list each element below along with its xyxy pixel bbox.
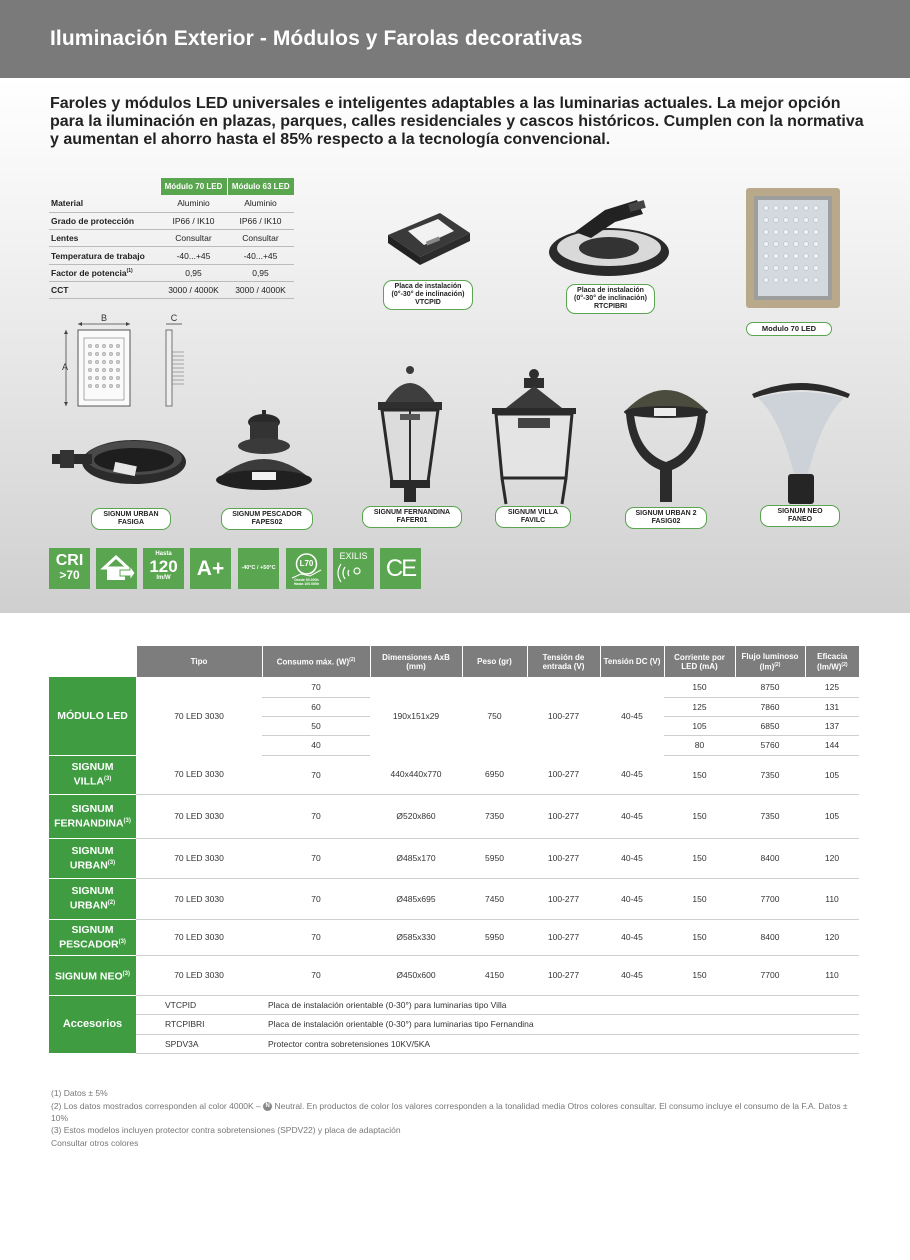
col-header-note: (2) (774, 661, 781, 668)
accessory-card-rtcpibri (566, 284, 655, 314)
spec-header-modulo-63: Módulo 63 LED (227, 178, 294, 195)
cri-badge (49, 548, 90, 589)
page-title: Iluminación Exterior - Módulos y Farolas decorativas (50, 27, 583, 50)
spec-value: IP66 / IK10 (160, 212, 227, 229)
vtcpid-plate-image (380, 205, 480, 275)
spec-label: CCT (51, 285, 69, 296)
product-card-signum-villa (495, 506, 571, 528)
spec-row (49, 264, 294, 281)
signum-pescador-image (210, 410, 315, 500)
cell-accessory-code: RTCPIBRI (136, 1014, 262, 1034)
cell-dimensiones: Ø485x170 (370, 838, 462, 878)
cell-corriente: 150 (664, 878, 735, 919)
cell-tipo: 70 LED 3030 (136, 755, 262, 794)
signum-fernandina-image (370, 364, 450, 504)
spec-label: Factor de potencia (51, 267, 127, 278)
col-header-note: (2) (349, 657, 356, 664)
ce-mark-badge: CE (380, 548, 421, 589)
spec-value: 3000 / 4000K (160, 281, 227, 298)
product-card-signum-urban-2 (625, 507, 707, 529)
cri-badge-label: CRI (55, 552, 84, 569)
group-label-line: SIGNUM (71, 885, 114, 898)
footnote-4: Consultar otros colores (51, 1137, 139, 1148)
col-header-eficacia (805, 646, 859, 677)
spec-corner (49, 178, 160, 195)
table-row (49, 878, 859, 919)
col-header-text: Corriente por LED (mA) (674, 652, 725, 671)
group-label-line: SIGNUM (71, 844, 114, 857)
table-row (49, 794, 859, 838)
spec-label: Material (51, 198, 84, 209)
group-label-line: URBAN (69, 859, 108, 872)
cell-flujo: 7700 (735, 955, 805, 995)
spec-value: 0,95 (227, 264, 294, 281)
dimension-a-label: A (62, 362, 69, 372)
group-label-signum-villa (49, 755, 136, 794)
spec-table (49, 178, 294, 299)
group-label-note: (3) (118, 938, 126, 945)
cell-tipo: 70 LED 3030 (136, 838, 262, 878)
product-card-name: SIGNUM NEO (777, 508, 823, 515)
exilis-badge (333, 548, 374, 589)
accessory-card-line: (0°-30° de inclinación) (391, 291, 465, 298)
spec-value: IP66 / IK10 (227, 212, 294, 229)
group-label-line: SIGNUM (71, 802, 114, 815)
cell-tension-entrada: 100-277 (527, 878, 600, 919)
col-header-consumo (262, 646, 370, 677)
table-row (49, 1014, 859, 1034)
cell-dimensiones: Ø585x330 (370, 919, 462, 955)
cell-dimensiones: 440x440x770 (370, 755, 462, 794)
cell-eficacia: 137 (805, 716, 859, 735)
product-data-table (49, 646, 859, 1054)
rtcpibri-plate-image (545, 192, 673, 284)
col-header-corriente (664, 646, 735, 677)
energy-class-badge: A+ (190, 548, 231, 589)
dimension-c-label: C (170, 313, 178, 323)
l70-line2: Hasta 100.000h (293, 582, 320, 586)
cell-corriente: 105 (664, 716, 735, 735)
col-header-peso (462, 646, 527, 677)
cell-corriente: 150 (664, 955, 735, 995)
cell-corriente: 150 (664, 919, 735, 955)
group-label-line: SIGNUM (71, 761, 114, 774)
cell-consumo: 70 (262, 919, 370, 955)
table-row (49, 995, 859, 1014)
temperature-range-badge: -40°C / +50°C (238, 548, 279, 589)
group-label-line: PESCADOR (59, 938, 119, 951)
product-card-signum-fernandina (362, 506, 462, 528)
spec-label-note: (1) (126, 268, 133, 274)
cell-eficacia: 144 (805, 735, 859, 755)
accessory-card-code: RTCPIBRI (593, 303, 628, 310)
cell-consumo: 40 (262, 735, 370, 755)
col-header-text: Eficacia (lm/W) (816, 651, 848, 672)
spec-row (49, 195, 294, 212)
col-header-text: Tensión de entrada (V) (542, 652, 585, 671)
product-card-signum-urban (91, 508, 171, 530)
cell-consumo: 60 (262, 697, 370, 716)
cell-eficacia: 120 (805, 838, 859, 878)
col-header-text: Dimensiones AxB (mm) (382, 652, 450, 671)
cell-accessory-desc: Placa de instalación orientable (0-30°) para luminarias tipo Fernandina (262, 1014, 859, 1034)
cell-consumo: 50 (262, 716, 370, 735)
cell-flujo: 6850 (735, 716, 805, 735)
product-card-name: SIGNUM URBAN (103, 511, 159, 518)
table-row (49, 755, 859, 794)
cell-accessory-code: VTCPID (136, 995, 262, 1014)
efficacy-badge-value: 120 (149, 557, 178, 576)
col-header-tipo (136, 646, 262, 677)
cell-tension-dc: 40-45 (600, 838, 664, 878)
footnote-1: (1) Datos ± 5% (51, 1088, 108, 1098)
group-label-line: SIGNUM NEO (54, 970, 123, 983)
spec-value: Aluminio (227, 195, 294, 212)
table-row (49, 919, 859, 955)
group-label-accesorios: Accesorios (49, 995, 136, 1053)
group-label-signum-fernandina (49, 794, 136, 838)
header-bar (0, 0, 910, 78)
product-card-name: SIGNUM URBAN 2 (635, 510, 697, 517)
cell-peso: 750 (487, 711, 502, 721)
col-header-text: Consumo máx. (W) (276, 657, 350, 667)
group-label-signum-pescador (49, 919, 136, 955)
col-header-tension-entrada (527, 646, 600, 677)
cell-flujo: 7700 (735, 878, 805, 919)
group-label-signum-urban (49, 838, 136, 878)
product-card-code: FASIG02 (651, 518, 681, 525)
cell-tension-entrada: 100-277 (527, 955, 600, 995)
product-card-code: FANEO (787, 516, 813, 523)
cell-tipo: 70 LED 3030 (136, 794, 262, 838)
col-header-text: Tensión DC (V) (603, 657, 661, 666)
group-label-signum-urban-2 (49, 878, 136, 919)
module-dimension-drawing (50, 312, 190, 410)
cell-eficacia: 105 (805, 794, 859, 838)
spec-label: Lentes (51, 233, 79, 244)
col-header-tension-dc (600, 646, 664, 677)
footnotes (51, 1087, 861, 1149)
neutral-color-icon: N (263, 1102, 272, 1111)
group-label-line: URBAN (69, 899, 108, 912)
group-label-line: FERNANDINA (54, 817, 124, 830)
cell-dimensiones: Ø520x860 (370, 794, 462, 838)
cell-flujo: 8400 (735, 919, 805, 955)
cell-consumo: 70 (262, 677, 370, 697)
product-card-code: FAVILC (520, 517, 546, 524)
cell-accessory-code: SPDV3A (136, 1034, 262, 1053)
footnote-2-end: Neutral. En productos de color los valores corresponden a la tonalidad media Otros colores consultar. El consumo incluye el consumo de la F.A. Datos ± 10% (51, 1100, 848, 1123)
spec-value: 0,95 (160, 264, 227, 281)
spec-value: -40...+45 (227, 247, 294, 264)
cell-tension-dc: 40-45 (600, 794, 664, 838)
cell-tension-entrada: 100-277 (527, 838, 600, 878)
cell-consumo: 70 (262, 878, 370, 919)
spec-value: 3000 / 4000K (227, 281, 294, 298)
group-label-note: (3) (122, 970, 130, 977)
signum-villa-image (486, 368, 582, 506)
cell-corriente: 150 (664, 755, 735, 794)
signum-urban-image (50, 420, 190, 500)
cell-accessory-desc: Placa de instalación orientable (0-30°) para luminarias tipo Villa (262, 995, 859, 1014)
cell-consumo: 70 (262, 838, 370, 878)
l70-label: L70 (299, 559, 314, 568)
cell-tension-dc: 40-45 (600, 919, 664, 955)
cell-peso: 4150 (462, 955, 527, 995)
dimension-b-label: B (100, 313, 108, 323)
cell-flujo: 7350 (735, 755, 805, 794)
cell-dimensiones: Ø450x600 (370, 955, 462, 995)
spec-header-modulo-70: Módulo 70 LED (160, 178, 227, 195)
cell-corriente: 125 (664, 697, 735, 716)
cell-tension-dc: 40-45 (600, 955, 664, 995)
cell-flujo: 5760 (735, 735, 805, 755)
spec-row (49, 230, 294, 247)
accessory-card-line: Placa de instalación (577, 287, 644, 294)
cell-eficacia: 120 (805, 919, 859, 955)
cell-eficacia: 110 (805, 878, 859, 919)
product-card-signum-neo (760, 505, 840, 527)
product-card-signum-pescador (221, 508, 313, 530)
spec-value: Consultar (227, 230, 294, 247)
home-delivery-icon (96, 548, 137, 589)
modulo-70-led-card: Modulo 70 LED (746, 322, 832, 336)
cell-tension-dc: 40-45 (621, 711, 643, 721)
product-card-code: FAPES02 (251, 519, 283, 526)
cell-peso: 5950 (462, 919, 527, 955)
cell-peso: 7350 (462, 794, 527, 838)
cell-accessory-desc: Protector contra sobretensiones 10KV/5KA (262, 1034, 859, 1053)
cell-tension-entrada: 100-277 (527, 794, 600, 838)
cell-tipo: 70 LED 3030 (174, 711, 224, 721)
cell-eficacia: 110 (805, 955, 859, 995)
spec-row (49, 281, 294, 298)
signum-neo-image (750, 378, 852, 504)
product-card-name: SIGNUM FERNANDINA (373, 509, 451, 516)
cell-corriente: 80 (664, 735, 735, 755)
group-label-line: SIGNUM (71, 923, 114, 936)
cell-peso: 7450 (462, 878, 527, 919)
cell-tension-dc: 40-45 (600, 755, 664, 794)
cri-badge-value: >70 (59, 568, 80, 582)
col-header-text: Peso (gr) (477, 657, 512, 666)
cell-consumo: 70 (262, 794, 370, 838)
table-row (49, 955, 859, 995)
exilis-label: EXILIS (339, 551, 368, 561)
cell-tension-dc: 40-45 (600, 878, 664, 919)
col-header-dimensiones (370, 646, 462, 677)
spec-label: Grado de protección (51, 215, 135, 226)
cell-tipo: 70 LED 3030 (136, 955, 262, 995)
product-card-name: SIGNUM VILLA (507, 509, 559, 516)
l70-lifetime-badge (286, 548, 327, 589)
spec-value: Consultar (160, 230, 227, 247)
cell-corriente: 150 (664, 677, 735, 697)
accessory-card-vtcpid (383, 280, 473, 310)
cell-corriente: 150 (664, 794, 735, 838)
efficacy-badge-unit: lm/W (156, 575, 171, 581)
table-row (49, 677, 859, 697)
spec-row (49, 212, 294, 229)
footnote-3: (3) Estos modelos incluyen protector contra sobretensiones (SPDV22) y placa de adaptación (51, 1125, 401, 1135)
intro-text: Faroles y módulos LED universales e inteligentes adaptables a las luminarias actuales. La mejor opción para la iluminación en plazas, parques, calles residenciales y cascos históricos. Cumplen con la normativa y aumentan el ahorro hasta el 85% respecto a la tecnología convencional. (50, 95, 864, 148)
cell-flujo: 8750 (735, 677, 805, 697)
cell-tipo: 70 LED 3030 (136, 919, 262, 955)
accessory-card-line: Placa de instalación (394, 283, 462, 290)
footnote-2 (51, 1100, 861, 1124)
group-label-line: VILLA (73, 775, 104, 788)
signum-urban-2-image (620, 378, 712, 504)
l70-line1: Desde 50.000h (294, 578, 319, 582)
group-label-signum-neo (49, 955, 136, 995)
group-label-modulo-led: MÓDULO LED (49, 677, 136, 755)
footnote-2-start: (2) Los datos mostrados corresponden al color 4000K – (51, 1100, 261, 1111)
col-header-text: Flujo luminoso (lm) (741, 651, 799, 672)
group-label-note: (2) (107, 900, 116, 907)
product-card-code: FASIGA (117, 519, 145, 526)
cell-peso: 6950 (462, 755, 527, 794)
product-card-code: FAFER01 (396, 517, 428, 524)
efficacy-badge-top: Hasta (155, 551, 172, 557)
product-card-name: SIGNUM PESCADOR (232, 511, 302, 518)
spec-value: Aluminio (160, 195, 227, 212)
group-label-note: (3) (104, 776, 112, 783)
col-header-flujo (735, 646, 805, 677)
efficacy-badge (143, 548, 184, 589)
spec-value: -40...+45 (160, 247, 227, 264)
cell-tension-entrada: 100-277 (527, 919, 600, 955)
group-label-note: (3) (107, 859, 116, 866)
cell-flujo: 7350 (735, 794, 805, 838)
spec-row (49, 247, 294, 264)
cell-tipo: 70 LED 3030 (136, 878, 262, 919)
cell-tension-entrada: 100-277 (547, 711, 580, 721)
group-label-note: (3) (123, 817, 131, 824)
cell-eficacia: 125 (805, 677, 859, 697)
cell-dimensiones: Ø485x695 (370, 878, 462, 919)
modulo-70-led-image (744, 186, 842, 310)
table-row (49, 1034, 859, 1053)
cell-eficacia: 105 (805, 755, 859, 794)
cell-flujo: 8400 (735, 838, 805, 878)
accessory-card-line: (0°-30° de inclinación) (574, 295, 647, 302)
table-row (49, 838, 859, 878)
cell-consumo: 70 (262, 755, 370, 794)
col-header-note: (2) (841, 661, 848, 668)
cell-flujo: 7860 (735, 697, 805, 716)
spec-label: Temperatura de trabajo (51, 250, 145, 261)
cell-peso: 5950 (462, 838, 527, 878)
cell-consumo: 70 (262, 955, 370, 995)
wireless-signal-icon (333, 561, 374, 585)
cell-dimensiones: 190x151x29 (392, 711, 440, 721)
cell-eficacia: 131 (805, 697, 859, 716)
data-table-corner (49, 646, 136, 677)
accessory-card-code: VTCPID (415, 299, 441, 306)
col-header-text: Tipo (190, 657, 208, 666)
cell-corriente: 150 (664, 838, 735, 878)
cell-tension-entrada: 100-277 (527, 755, 600, 794)
